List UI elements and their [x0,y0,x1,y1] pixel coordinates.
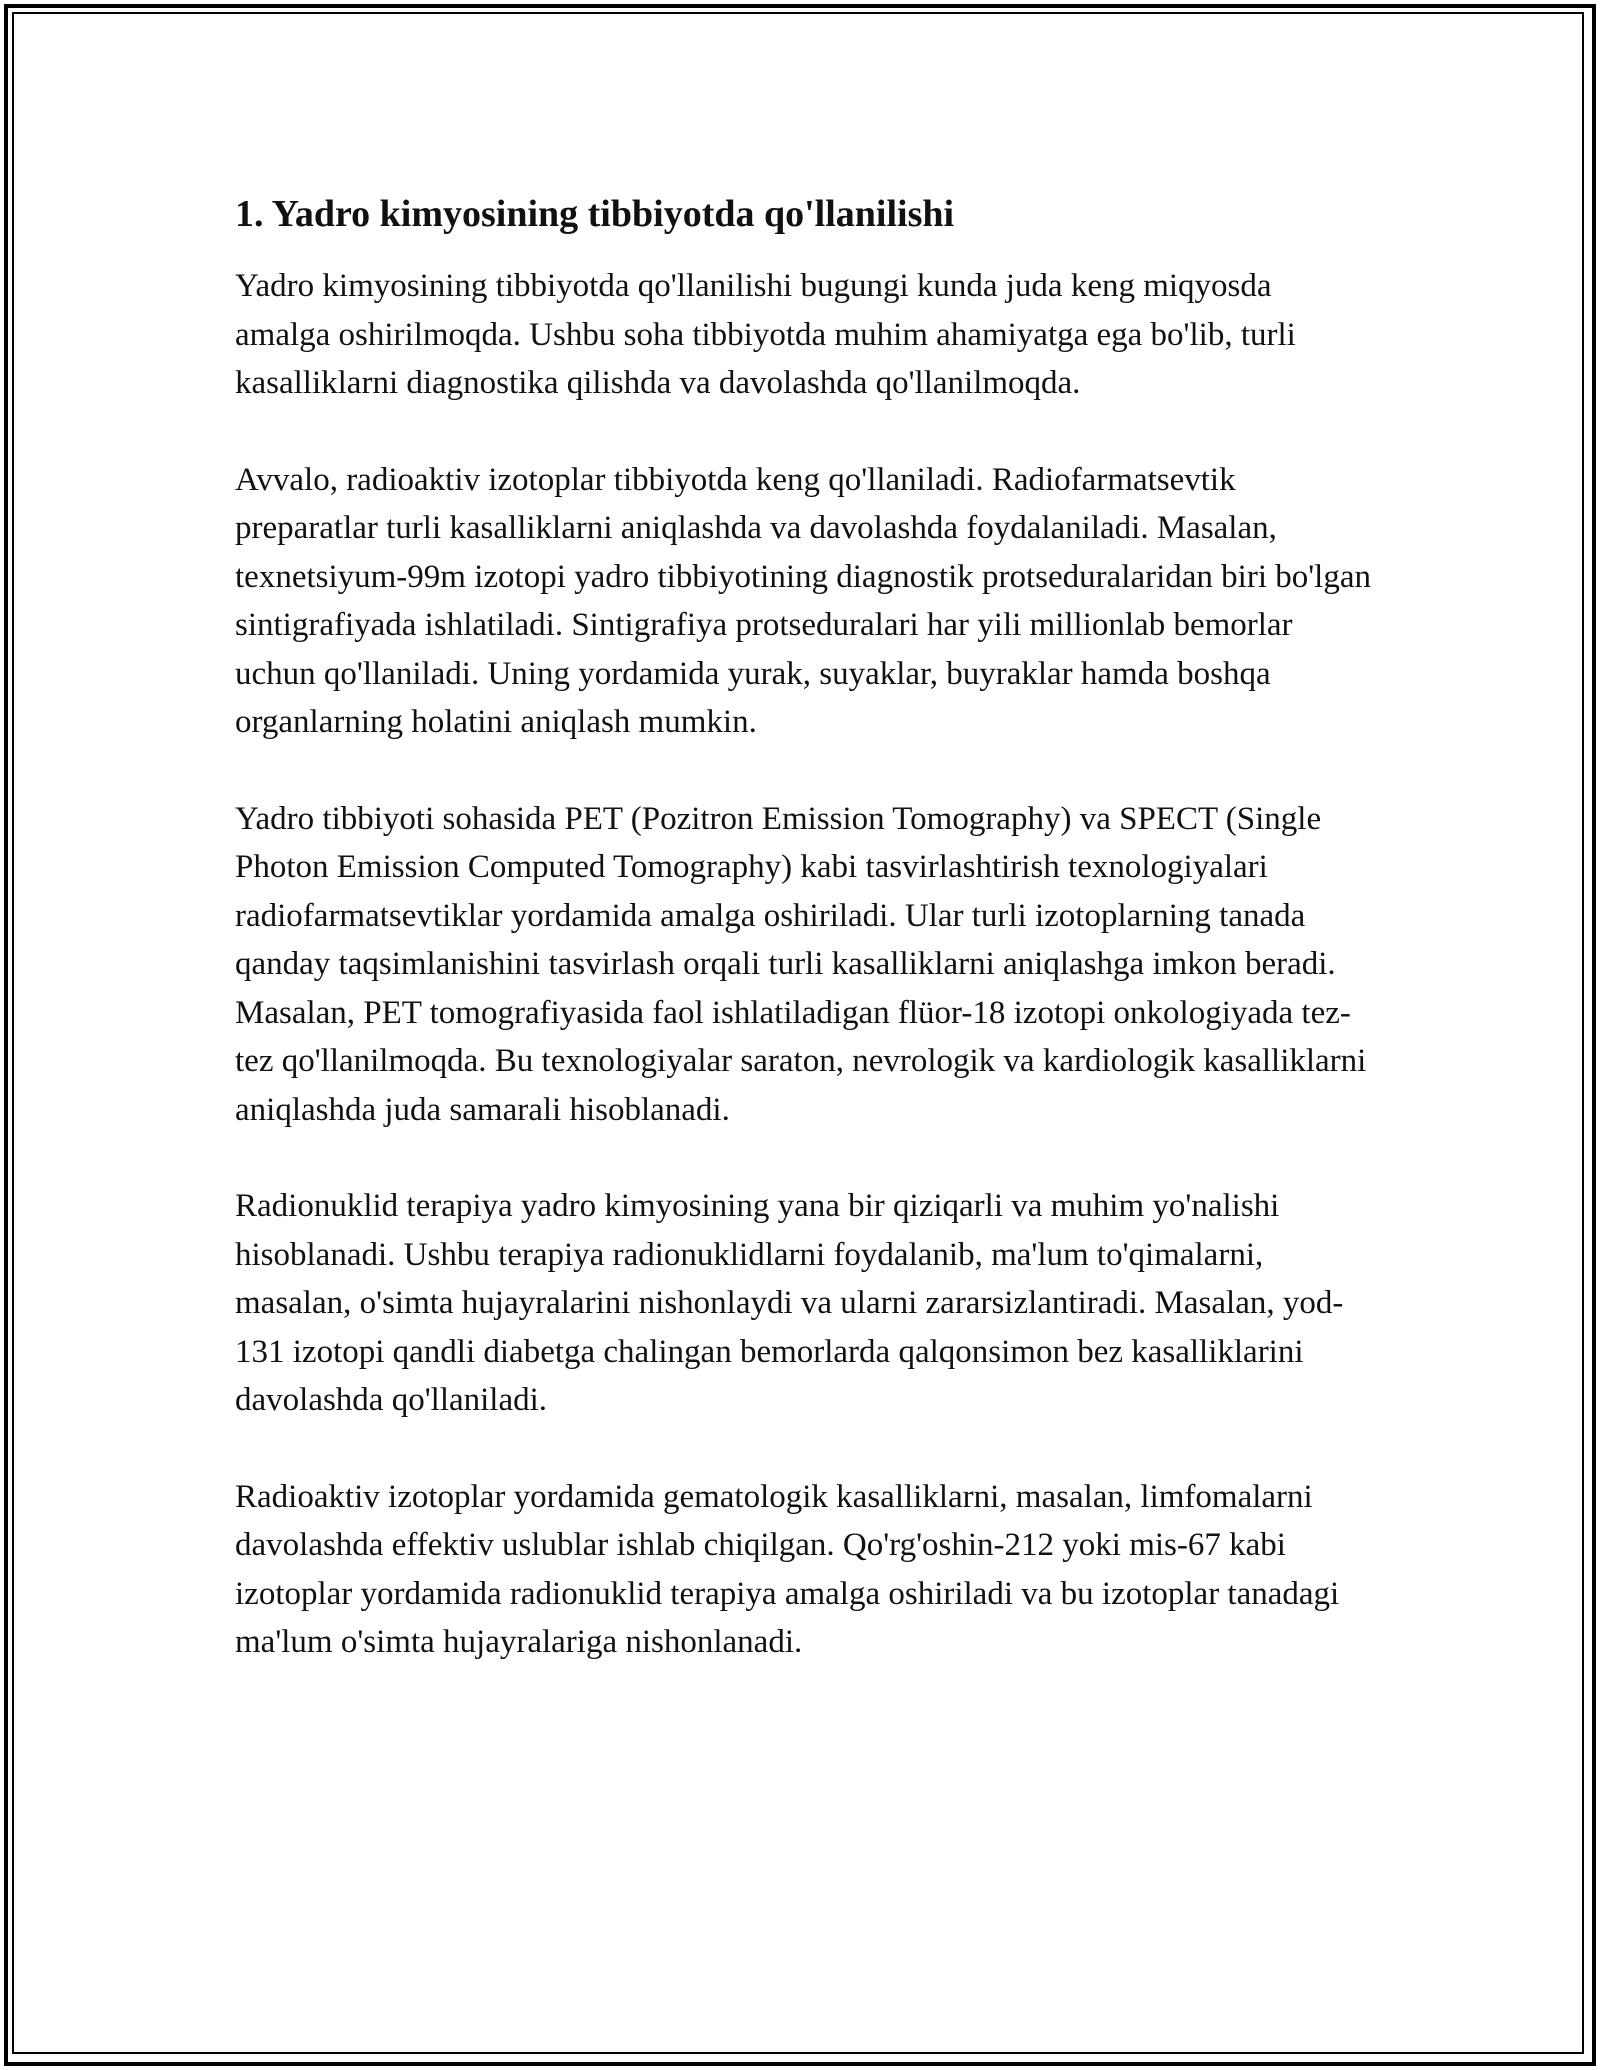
paragraph-hematology: Radioaktiv izotoplar yordamida gematologik kasalliklarni, masalan, limfomalarni davolashda effektiv uslublar ishlab chiqilgan. Qo'rg'oshin-212 yoki mis-67 kabi izotoplar yordamida radionuklid terapiya amalga oshiriladi va bu izotoplar tanadagi ma'lum o'simta hujayralariga nishonlanadi. [235,1478,1340,1660]
section-heading: 1. Yadro kimyosining tibbiyotda qo'llanilishi [235,193,955,235]
paragraph-intro: Yadro kimyosining tibbiyotda qo'llanilishi bugungi kunda juda keng miqyosda amalga oshirilmoqda. Ushbu soha tibbiyotda muhim ahamiyatga ega bo'lib, turli kasalliklarni diagnostika qilishda va davolashda qo'llanilmoqda. [235,268,1296,401]
document-body [235,190,1375,1715]
paragraph-radioactive-isotopes: Avvalo, radioaktiv izotoplar tibbiyotda keng qo'llaniladi. Radiofarmatsevtik preparatlar turli kasalliklarni aniqlashda va davolashda foydalaniladi. Masalan, texnetsiyum-99m izotopi yadro tibbiyotining diagnostik protseduralaridan biri bo'lgan sintigrafiyada ishlatiladi. Sintigrafiya protseduralari har yili millionlab bemorlar uchun qo'llaniladi. Uning yordamida yurak, suyaklar, buyraklar hamda boshqa organlarning holatini aniqlash mumkin. [235,461,1372,740]
paragraph-pet-spect: Yadro tibbiyoti sohasida PET (Pozitron Emission Tomography) va SPECT (Single Photon Emission Computed Tomography) kabi tasvirlashtirish texnologiyalari radiofarmatsevtiklar yordamida amalga oshiriladi. Ular turli izotoplarning tanada qanday taqsimlanishini tasvirlash orqali turli kasalliklarni aniqlashga imkon beradi. Masalan, PET tomografiyasida faol ishlatiladigan flüor-18 izotopi onkologiyada tez-tez qo'llanilmoqda. Bu texnologiyalar saraton, nevrologik va kardiologik kasalliklarni aniqlashda juda samarali hisoblanadi. [235,800,1367,1128]
paragraph-radionuclide-therapy: Radionuklid terapiya yadro kimyosining yana bir qiziqarli va muhim yo'nalishi hisoblanadi. Ushbu terapiya radionuklidlarni foydalanib, ma'lum to'qimalarni, masalan, o'simta hujayralarini nishonlaydi va ularni zararsizlantiradi. Masalan, yod-131 izotopi qandli diabetga chalingan bemorlarda qalqonsimon bez kasalliklarini davolashda qo'llaniladi. [235,1188,1344,1418]
